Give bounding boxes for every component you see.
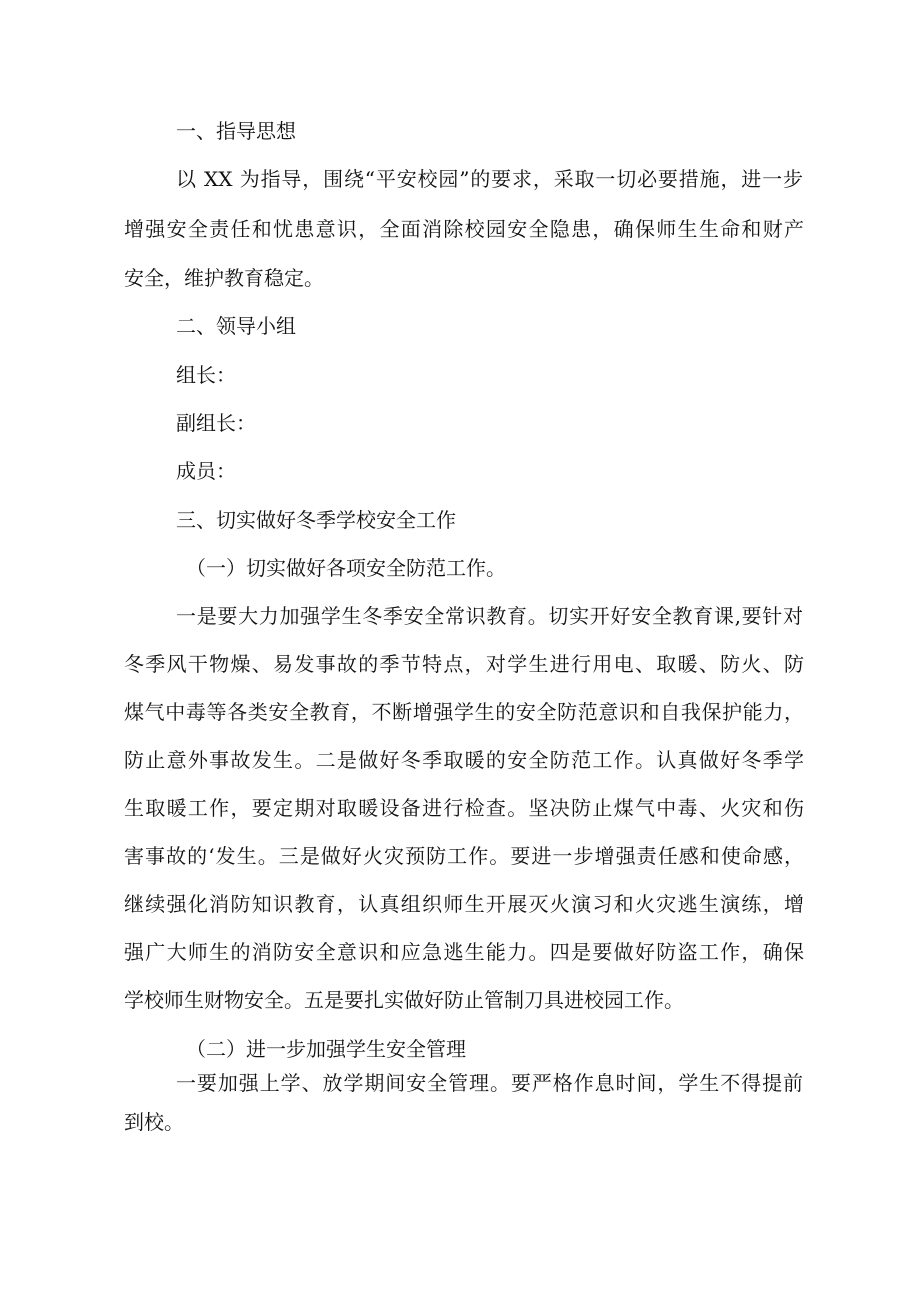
paragraph-line: 学校师生财物安全。五是要扎实做好防止管制刀具进校园工作。: [124, 988, 684, 1012]
paragraph-line: 增强安全责任和忧患意识，全面消除校园安全隐患，确保师生生命和财产: [124, 217, 804, 241]
paragraph-line: 冬季风干物燥、易发事故的季节特点，对学生进行用电、取暖、防火、防: [124, 652, 804, 676]
paragraph-line: 害事故的‘发生。三是做好火灾预防工作。要进一步增强责任感和使命感，: [124, 844, 804, 868]
deputy-leader-label: 副组长：: [176, 411, 256, 435]
paragraph-line: 一是要大力加强学生冬季安全常识教育。切实开好安全教育课,要针对: [176, 604, 803, 628]
heading-winter-safety: 三、切实做好冬季学校安全工作: [176, 508, 456, 532]
members-label: 成员：: [176, 459, 236, 483]
subheading-prevention-work: （一）切实做好各项安全防范工作。: [186, 556, 506, 580]
paragraph-line: 生取暖工作，要定期对取暖设备进行检查。坚决防止煤气中毒、火灾和伤: [124, 796, 804, 820]
leader-label: 组长：: [176, 363, 236, 387]
subheading-student-management: （二）进一步加强学生安全管理: [186, 1037, 466, 1061]
paragraph-line: 防止意外事故发生。二是做好冬季取暖的安全防范工作。认真做好冬季学: [124, 748, 804, 772]
paragraph-line: 继续强化消防知识教育，认真组织师生开展灭火演习和火灾逃生演练，增: [124, 892, 804, 916]
paragraph-line: 一要加强上学、放学期间安全管理。要严格作息时间，学生不得提前: [176, 1071, 803, 1095]
paragraph-line: 以 XX 为指导，围绕“平安校园”的要求，采取一切必要措施，进一步: [176, 167, 803, 191]
heading-guiding-ideology: 一、指导思想: [176, 119, 296, 143]
paragraph-line: 到校。: [124, 1110, 184, 1134]
paragraph-line: 强广大师生的消防安全意识和应急逃生能力。四是要做好防盗工作，确保: [124, 940, 804, 964]
heading-leading-group: 二、领导小组: [176, 314, 296, 338]
paragraph-line: 安全，维护教育稳定。: [124, 266, 324, 290]
paragraph-line: 煤气中毒等各类安全教育，不断增强学生的安全防范意识和自我保护能力，: [124, 700, 804, 724]
